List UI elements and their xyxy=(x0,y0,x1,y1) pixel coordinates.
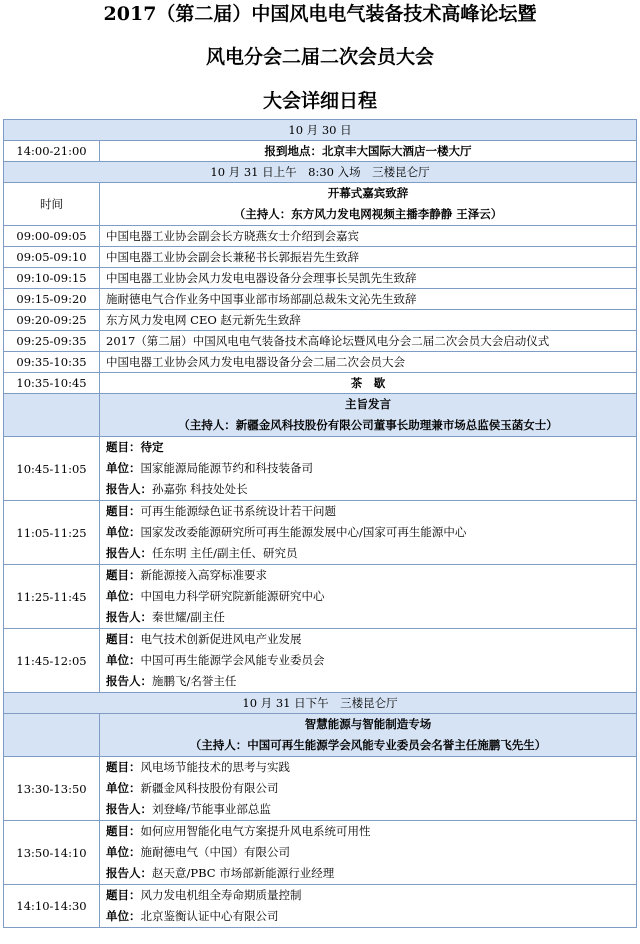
unit-label: 单位： xyxy=(106,525,141,539)
table-row xyxy=(4,437,637,501)
talk-unit: 中国可再生能源学会风能专业委员会 xyxy=(140,653,325,667)
reporter-label: 报告人： xyxy=(106,610,152,624)
reporter-label: 报告人： xyxy=(106,674,152,688)
item-time: 09:20-09:25 xyxy=(4,310,100,331)
reporter-label: 报告人： xyxy=(106,482,152,496)
table-row xyxy=(4,268,637,289)
keynote-section-header xyxy=(100,394,637,437)
talk-topic: 如何应用智能化电气方案提升风电系统可用性 xyxy=(140,824,371,838)
talk-unit: 国家能源局能源节约和科技装备司 xyxy=(140,461,313,475)
keynote-host: （主持人：新疆金风科技股份有限公司董事长助理兼市场总监侯玉菡女士） xyxy=(178,418,558,432)
item-time: 09:10-09:15 xyxy=(4,268,100,289)
talk-unit: 新疆金风科技股份有限公司 xyxy=(140,781,279,795)
tea-break-row xyxy=(4,373,637,394)
item-time: 09:00-09:05 xyxy=(4,226,100,247)
talk-unit: 北京鉴衡认证中心有限公司 xyxy=(140,909,279,923)
title-line-1: 2017（第二届）中国风电电气装备技术高峰论坛暨 xyxy=(103,3,537,25)
item-text: 东方风力发电网 CEO 赵元新先生致辞 xyxy=(100,310,637,331)
unit-label: 单位： xyxy=(106,461,141,475)
smart-header-spacer xyxy=(4,714,100,757)
keynote-header-row xyxy=(4,394,637,437)
talk-reporter: 秦世耀/副主任 xyxy=(152,610,225,624)
smart-title: 智慧能源与智能制造专场 xyxy=(304,717,432,731)
reporter-label: 报告人： xyxy=(106,802,152,816)
item-time: 13:50-14:10 xyxy=(4,821,100,885)
table-row xyxy=(4,629,637,693)
table-row xyxy=(4,821,637,885)
morning-header: 10 月 31 日上午 8:30 入场 三楼昆仑厅 xyxy=(4,162,637,183)
item-time: 10:45-11:05 xyxy=(4,437,100,501)
topic-label: 题目： xyxy=(106,568,141,582)
table-row xyxy=(4,565,637,629)
keynote-header-spacer xyxy=(4,394,100,437)
talk-details xyxy=(100,821,637,885)
afternoon-header: 10 月 31 日下午 三楼昆仑厅 xyxy=(4,693,637,714)
item-text: 中国电器工业协会风力发电电器设备分会理事长吴凯先生致辞 xyxy=(100,268,637,289)
item-time: 09:15-09:20 xyxy=(4,289,100,310)
opening-header-row xyxy=(4,183,637,226)
schedule-table xyxy=(3,119,637,928)
item-time: 11:25-11:45 xyxy=(4,565,100,629)
unit-label: 单位： xyxy=(106,845,141,859)
registration-row xyxy=(4,141,637,162)
unit-label: 单位： xyxy=(106,653,141,667)
item-time: 09:35-10:35 xyxy=(4,352,100,373)
table-row xyxy=(4,757,637,821)
day1-header-row xyxy=(4,120,637,141)
reporter-label: 报告人： xyxy=(106,546,152,560)
time-column-label: 时间 xyxy=(4,183,100,226)
table-row xyxy=(4,310,637,331)
opening-title: 开幕式嘉宾致辞 xyxy=(327,186,409,200)
opening-host: （主持人：东方风力发电网视频主播李静静 王泽云） xyxy=(233,207,503,221)
talk-topic: 可再生能源绿色证书系统设计若干问题 xyxy=(140,504,336,518)
item-text: 中国电器工业协会副会长方晓燕女士介绍到会嘉宾 xyxy=(100,226,637,247)
table-row xyxy=(4,247,637,268)
talk-topic: 电气技术创新促进风电产业发展 xyxy=(140,632,302,646)
talk-topic: 待定 xyxy=(140,440,164,454)
talk-unit: 中国电力科学研究院新能源研究中心 xyxy=(140,589,325,603)
talk-details xyxy=(100,565,637,629)
talk-reporter: 孙嘉弥 科技处处长 xyxy=(152,482,248,496)
opening-section-header xyxy=(100,183,637,226)
item-text: 施耐德电气合作业务中国事业部市场部副总裁朱文沁先生致辞 xyxy=(100,289,637,310)
talk-topic: 风电场节能技术的思考与实践 xyxy=(140,760,290,774)
table-row xyxy=(4,352,637,373)
table-row xyxy=(4,331,637,352)
talk-reporter: 刘登峰/节能事业部总监 xyxy=(152,802,271,816)
talk-details xyxy=(100,437,637,501)
table-row xyxy=(4,501,637,565)
talk-details xyxy=(100,757,637,821)
item-text: 2017（第二届）中国风电电气装备技术高峰论坛暨风电分会二届二次会员大会启动仪式 xyxy=(100,331,637,352)
unit-label: 单位： xyxy=(106,589,141,603)
smart-header-row xyxy=(4,714,637,757)
item-text: 中国电器工业协会风力发电电器设备分会二届二次会员大会 xyxy=(100,352,637,373)
talk-details xyxy=(100,885,637,928)
item-time: 13:30-13:50 xyxy=(4,757,100,821)
item-time: 09:25-09:35 xyxy=(4,331,100,352)
item-time: 09:05-09:10 xyxy=(4,247,100,268)
afternoon-header-row xyxy=(4,693,637,714)
smart-host: （主持人：中国可再生能源学会风能专业委员会名誉主任施鹏飞先生） xyxy=(189,738,547,752)
day1-header: 10 月 30 日 xyxy=(4,120,637,141)
talk-unit: 施耐德电气（中国）有限公司 xyxy=(140,845,290,859)
title-line-2: 风电分会二届二次会员大会 xyxy=(205,46,434,68)
smart-section-header xyxy=(100,714,637,757)
item-time: 11:05-11:25 xyxy=(4,501,100,565)
topic-label: 题目： xyxy=(106,824,141,838)
talk-unit: 国家发改委能源研究所可再生能源发展中心/国家可再生能源中心 xyxy=(140,525,467,539)
unit-label: 单位： xyxy=(106,781,141,795)
talk-reporter: 施鹏飞/名誉主任 xyxy=(152,674,237,688)
title-line-3: 大会详细日程 xyxy=(262,90,377,112)
topic-label: 题目： xyxy=(106,440,141,454)
talk-reporter: 赵天意/PBC 市场部新能源行业经理 xyxy=(152,866,335,880)
registration-text: 报到地点：北京丰大国际大酒店一楼大厅 xyxy=(100,141,637,162)
unit-label: 单位： xyxy=(106,909,141,923)
morning-header-row xyxy=(4,162,637,183)
item-time: 14:10-14:30 xyxy=(4,885,100,928)
talk-topic: 新能源接入高穿标准要求 xyxy=(140,568,267,582)
topic-label: 题目： xyxy=(106,632,141,646)
tea-text: 茶 歇 xyxy=(100,373,637,394)
keynote-title: 主旨发言 xyxy=(345,397,391,411)
table-row xyxy=(4,289,637,310)
talk-reporter: 任东明 主任/副主任、研究员 xyxy=(152,546,298,560)
table-row xyxy=(4,885,637,928)
topic-label: 题目： xyxy=(106,888,141,902)
talk-details xyxy=(100,501,637,565)
topic-label: 题目： xyxy=(106,504,141,518)
item-time: 11:45-12:05 xyxy=(4,629,100,693)
item-text: 中国电器工业协会副会长兼秘书长郭振岩先生致辞 xyxy=(100,247,637,268)
topic-label: 题目： xyxy=(106,760,141,774)
talk-topic: 风力发电机组全寿命期质量控制 xyxy=(140,888,302,902)
talk-details xyxy=(100,629,637,693)
registration-time: 14:00-21:00 xyxy=(4,141,100,162)
table-row xyxy=(4,226,637,247)
reporter-label: 报告人： xyxy=(106,866,152,880)
tea-time: 10:35-10:45 xyxy=(4,373,100,394)
